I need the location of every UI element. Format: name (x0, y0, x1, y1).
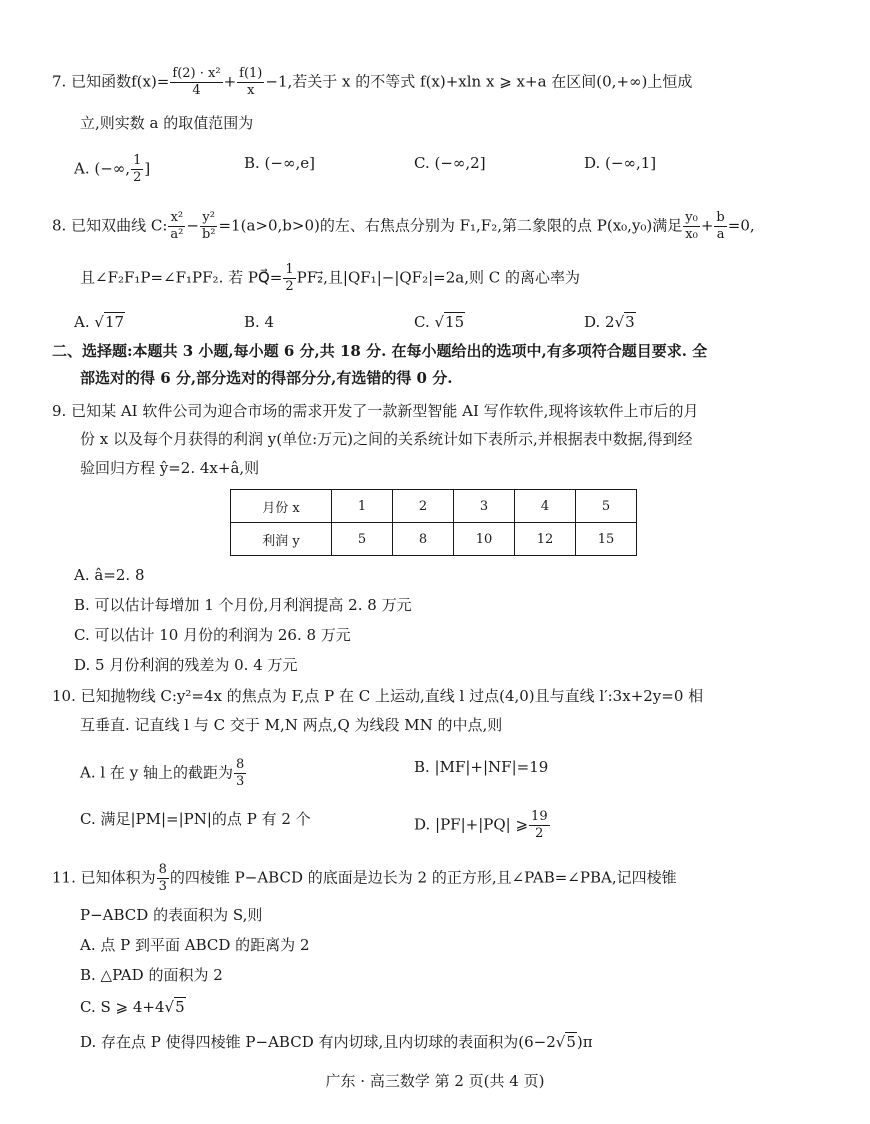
q10-option-d (414, 809, 551, 842)
q8-frac2 (200, 210, 218, 243)
q9-option-b: B. 可以估计每增加 1 个月份,月利润提高 2. 8 万元 (74, 596, 412, 614)
q8-frac3-num: y₀ (685, 210, 698, 225)
q8-frac2-den: b² (201, 227, 216, 242)
q9-data-table (230, 489, 637, 556)
q7-option-a-pre: A. (−∞, (74, 159, 131, 178)
q8-stem-line2 (80, 262, 580, 295)
q8-option-a-pre: A. (74, 313, 95, 331)
q8-option-c-pre: C. (414, 313, 435, 331)
q11-volume-frac (157, 862, 169, 895)
section2-instructions-line2: 部选对的得 6 分,部分选对的得部分分,有选错的得 0 分. (80, 369, 453, 387)
q8-option-d-pre: D. 2 (584, 313, 615, 331)
q7-stem-line2: 立,则实数 a 的取值范围为 (80, 114, 254, 132)
table-row (231, 490, 637, 523)
q11-option-d-radicand: 5 (566, 1033, 576, 1051)
q11-stem-line1 (52, 862, 677, 895)
q7-frac2 (237, 66, 264, 99)
q10-stem-line2: 互垂直. 记直线 l 与 C 交于 M,N 两点,Q 为线段 MN 的中点,则 (80, 716, 503, 734)
page-footer: 广东 · 高三数学 第 2 页(共 4 页) (325, 1072, 545, 1090)
q7-frac2-den: x (247, 83, 255, 98)
q8-frac2-num: y² (200, 210, 218, 227)
q11-option-b: B. △PAD 的面积为 2 (80, 966, 223, 984)
q7-option-b: B. (−∞,e] (244, 154, 315, 172)
table-cell: 3 (454, 490, 515, 523)
q10-option-a-den: 3 (235, 774, 245, 789)
q10-option-d-num: 19 (531, 809, 548, 824)
table-cell: 2 (393, 490, 454, 523)
q7-fx: f(x)= (131, 72, 170, 91)
q10-option-a-pre: A. l 在 y 轴上的截距为 (80, 763, 233, 782)
q9-stem-line3: 验回归方程 ŷ=2. 4x+â,则 (80, 459, 260, 477)
table-row-header-profit: 利润 y (231, 523, 332, 556)
q11-option-d-pre: D. 存在点 P 使得四棱锥 P−ABCD 有内切球,且内切球的表面积为(6−2 (80, 1033, 556, 1051)
q11-volume-num: 8 (158, 862, 167, 877)
q7-option-a-frac (131, 153, 143, 186)
q7-post: −1,若关于 x 的不等式 f(x)+xln x ⩾ x+a 在区间(0,+∞)上恒成 (265, 72, 693, 91)
q8-stem-line1 (52, 210, 755, 243)
q8-plus: + (700, 216, 714, 235)
q8-half-den: 2 (285, 279, 294, 294)
q8-frac3-den: x₀ (685, 227, 698, 242)
q10-option-c: C. 满足|PM|=|PN|的点 P 有 2 个 (80, 810, 311, 828)
q8-frac4-num: b (716, 210, 725, 225)
q7-option-a-den: 2 (133, 170, 142, 185)
q7-option-a (74, 153, 150, 186)
q8-half-frac (283, 262, 295, 295)
q8-end: =0, (727, 216, 755, 235)
table-cell: 8 (393, 523, 454, 556)
q8-frac4 (714, 210, 726, 243)
table-cell: 5 (332, 523, 393, 556)
q11-option-c-pre: C. S ⩾ 4+4 (80, 998, 165, 1016)
q10-option-d-den: 2 (535, 826, 544, 841)
q8-half-num: 1 (285, 262, 294, 277)
q10-option-a-num: 8 (235, 757, 245, 772)
q8-pre: 8. 已知双曲线 C: (52, 216, 168, 235)
q7-option-c: C. (−∞,2] (414, 154, 486, 172)
table-cell: 4 (515, 490, 576, 523)
q8-frac4-den: a (716, 227, 725, 242)
q11-stem-line2: P−ABCD 的表面积为 S,则 (80, 906, 263, 924)
q7-stem-line1 (52, 66, 692, 99)
q8-frac1-num: x² (168, 210, 185, 227)
q8-option-c: C. √15 (414, 313, 465, 331)
q7-frac2-num: f(1) (239, 66, 263, 81)
table-row-header-month: 月份 x (231, 490, 332, 523)
q10-option-b: B. |MF|+|NF|=19 (414, 758, 549, 776)
table-row (231, 523, 637, 556)
q8-option-d: D. 2√3 (584, 313, 635, 331)
q8-option-a: A. √17 (74, 313, 125, 331)
q10-stem-line1: 10. 已知抛物线 C:y²=4x 的焦点为 F,点 P 在 C 上运动,直线 l 过点(4,0)且与直线 l′:3x+2y=0 相 (52, 687, 704, 705)
q9-stem-line1: 9. 已知某 AI 软件公司为迎合市场的需求开发了一款新型智能 AI 写作软件,现将该软件上市后的月 (52, 402, 699, 420)
q7-frac1-num: f(2) · x² (172, 66, 221, 81)
q10-option-a (80, 757, 247, 790)
q11-option-c: C. S ⩾ 4+4√5 (80, 998, 185, 1016)
q11-volume-den: 3 (158, 879, 167, 894)
q7-plus: + (223, 72, 237, 91)
q7-option-d: D. (−∞,1] (584, 154, 657, 172)
table-cell: 15 (576, 523, 637, 556)
q8-option-d-radicand: 3 (625, 313, 635, 331)
q9-option-a: A. â=2. 8 (74, 566, 145, 584)
q8-frac1 (168, 210, 185, 243)
q10-option-d-pre: D. |PF|+|PQ| ⩾ (414, 815, 529, 834)
q11-post: 的四棱锥 P−ABCD 的底面是边长为 2 的正方形,且∠PAB=∠PBA,记四棱锥 (169, 868, 677, 887)
q11-option-a: A. 点 P 到平面 ABCD 的距离为 2 (80, 936, 310, 954)
q7-pre: 7. 已知函数 (52, 72, 132, 91)
q9-option-c: C. 可以估计 10 月份的利润为 26. 8 万元 (74, 626, 351, 644)
q9-stem-line2: 份 x 以及每个月获得的利润 y(单位:万元)之间的关系统计如下表所示,并根据表中数据,得到经 (80, 430, 693, 448)
q8-option-a-radicand: 17 (104, 313, 125, 331)
table-cell: 10 (454, 523, 515, 556)
table-cell: 5 (576, 490, 637, 523)
q8-option-b: B. 4 (244, 313, 275, 331)
q8-line2-post: PF₂⃗,且|QF₁|−|QF₂|=2a,则 C 的离心率为 (296, 268, 580, 287)
q10-option-a-frac (234, 757, 246, 790)
q8-line2-pre: 且∠F₂F₁P=∠F₁PF₂. 若 PQ⃗= (80, 268, 283, 287)
q8-option-c-radicand: 15 (445, 313, 465, 331)
q11-option-d: D. 存在点 P 使得四棱锥 P−ABCD 有内切球,且内切球的表面积为(6−2√5)π (80, 1033, 593, 1051)
q7-frac1-den: 4 (192, 83, 201, 98)
q7-option-a-post: ] (144, 159, 151, 178)
q10-option-d-frac (529, 809, 550, 842)
q9-option-d: D. 5 月份利润的残差为 0. 4 万元 (74, 656, 298, 674)
q8-frac1-den: a² (170, 227, 184, 242)
table-cell: 12 (515, 523, 576, 556)
q11-option-d-post: )π (576, 1033, 593, 1051)
q8-frac3 (683, 210, 700, 243)
table-cell: 1 (332, 490, 393, 523)
q8-minus: − (186, 216, 199, 235)
section2-instructions-line1: 二、选择题:本题共 3 小题,每小题 6 分,共 18 分. 在每小题给出的选项中,有多项符合题目要求. 全 (52, 342, 708, 360)
q8-mid: =1(a>0,b>0)的左、右焦点分别为 F₁,F₂,第二象限的点 P(x₀,y₀)满足 (218, 216, 683, 235)
q11-option-c-radicand: 5 (175, 998, 185, 1016)
q11-pre: 11. 已知体积为 (52, 868, 156, 887)
q7-frac1 (170, 66, 222, 99)
q7-option-a-num: 1 (133, 153, 142, 168)
